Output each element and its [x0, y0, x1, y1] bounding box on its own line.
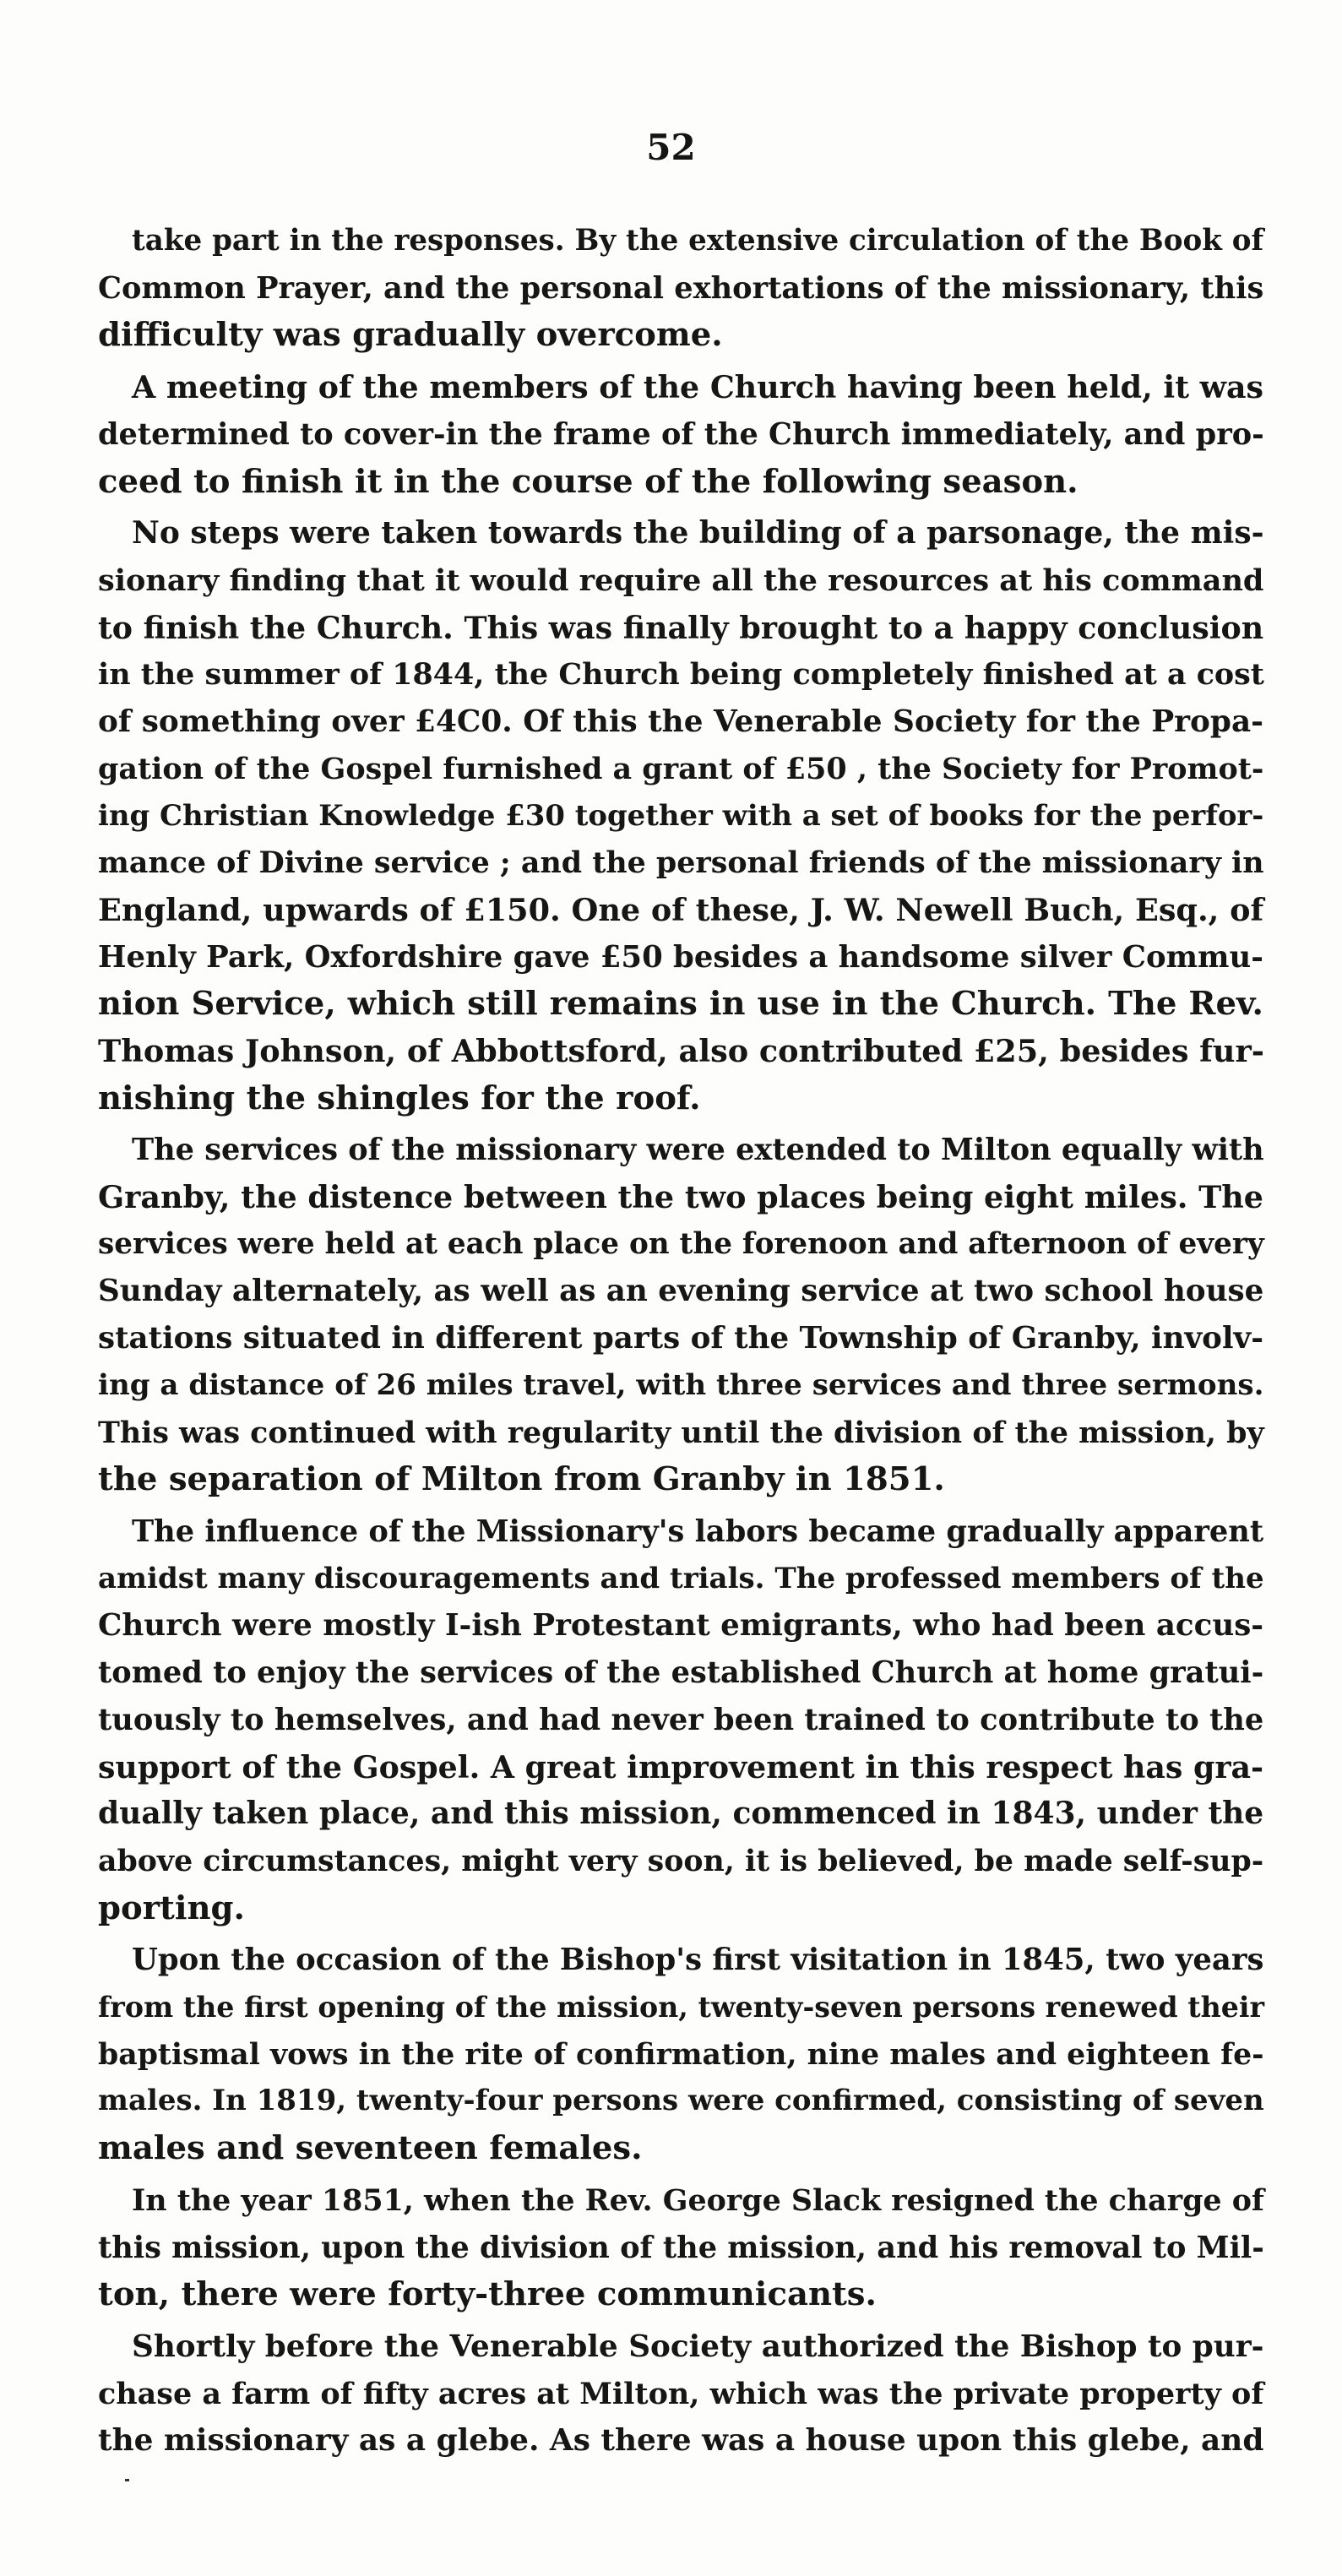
paragraph — [98, 510, 1263, 1122]
text-line: from the first opening of the mission, twenty-seven persons renewed their — [98, 1991, 1265, 2024]
text-line: nishing the shingles for the roof. — [98, 1079, 701, 1117]
text-line: tomed to enjoy the services of the established Church at home gratui- — [98, 1655, 1264, 1691]
text-line: ing Christian Knowledge £30 together with a set of books for the perfor- — [98, 798, 1264, 833]
text-line: nion Service, which still remains in use in the Church. The Rev. — [98, 985, 1263, 1024]
text-line: amidst many discouragements and trials. The professed members of the — [98, 1561, 1264, 1595]
text-line: this mission, upon the division of the mission, and his removal to Mil- — [98, 2230, 1264, 2265]
text-line: difficulty was gradually overcome. — [98, 316, 723, 355]
text-line: England, upwards of £150. One of these, J. W. Newell Buch, Esq., of — [98, 891, 1264, 928]
text-line: services were held at each place on the forenoon and afternoon of every — [98, 1226, 1264, 1261]
text-line: The services of the missionary were extended to Milton equally with — [132, 1133, 1264, 1168]
text-line: ceed to finish it in the course of the following season. — [98, 462, 1078, 501]
text-line: A meeting of the members of the Church having been held, it was — [132, 369, 1263, 406]
text-line: baptismal vows in the rite of confirmation, nine males and eighteen fe- — [98, 2036, 1264, 2072]
text-line: Common Prayer, and the personal exhortations of the missionary, this — [98, 270, 1264, 306]
text-line: above circumstances, might very soon, it is believed, be made self-sup- — [98, 1843, 1264, 1878]
text-line: the missionary as a glebe. As there was a house upon this glebe, and — [98, 2422, 1264, 2459]
paragraph — [98, 2177, 1263, 2318]
text-line: tuously to hemselves, and had never been trained to contribute to the — [98, 1702, 1264, 1737]
ink-speck — [125, 2479, 129, 2481]
paragraph — [98, 2323, 1263, 2465]
paragraph — [98, 1937, 1263, 2172]
text-line: sionary finding that it would require all the resources at his command — [98, 562, 1264, 598]
text-line: support of the Gospel. A great improvement in this respect has gra- — [98, 1748, 1264, 1785]
text-line: males and seventeen females. — [98, 2129, 643, 2168]
text-line: This was continued with regularity until the division of the mission, by — [98, 1415, 1264, 1450]
text-line: porting. — [98, 1889, 245, 1927]
text-line: In the year 1851, when the Rev. George Slack resigned the charge of — [132, 2182, 1264, 2218]
text-line: dually taken place, and this mission, commenced in 1843, under the — [98, 1796, 1264, 1832]
page-number: 52 — [646, 127, 696, 168]
paragraph — [98, 218, 1263, 359]
text-line: stations situated in different parts of the Township of Granby, involv- — [98, 1321, 1263, 1356]
text-line: ton, there were forty-three communicants. — [98, 2275, 877, 2314]
text-line: to finish the Church. This was finally brought to a happy conclusion — [98, 609, 1264, 646]
text-line: take part in the responses. By the extensive circulation of the Book of — [132, 224, 1264, 258]
text-line: Thomas Johnson, of Abbottsford, also contributed £25, besides fur- — [98, 1032, 1264, 1069]
text-line: determined to cover-in the frame of the Church immediately, and pro- — [98, 416, 1264, 452]
text-line: Shortly before the Venerable Society authorized the Bishop to pur- — [132, 2328, 1264, 2364]
text-line: Henly Park, Oxfordshire gave £50 besides a handsome silver Commu- — [98, 939, 1263, 975]
paragraph — [98, 364, 1263, 505]
text-line: The influence of the Missionary's labors became gradually apparent — [132, 1514, 1264, 1549]
text-line: males. In 1819, twenty-four persons were confirmed, consisting of seven — [98, 2084, 1264, 2118]
text-line: mance of Divine service ; and the personal friends of the missionary in — [98, 845, 1264, 881]
text-line: ing a distance of 26 miles travel, with three services and three sermons. — [98, 1367, 1264, 1402]
text-line: of something over £4C0. Of this the Venerable Society for the Propa- — [98, 704, 1264, 740]
text-line: Church were mostly I-ish Protestant emigrants, who had been accus- — [98, 1608, 1264, 1644]
paragraph — [98, 1508, 1263, 1932]
text-line: the separation of Milton from Granby in 1851. — [98, 1460, 945, 1499]
text-line: Upon the occasion of the Bishop's first visitation in 1845, two years — [132, 1943, 1264, 1978]
text-line: chase a farm of fifty acres at Milton, which was the private property of — [98, 2376, 1264, 2411]
text-line: in the summer of 1844, the Church being completely finished at a cost — [98, 657, 1264, 693]
text-line: No steps were taken towards the building of a parsonage, the mis- — [132, 515, 1264, 552]
text-line: Granby, the distence between the two places being eight miles. The — [98, 1179, 1263, 1216]
paragraph — [98, 1127, 1263, 1503]
body-text — [98, 218, 1263, 2470]
text-line: Sunday alternately, as well as an evening service at two school house — [98, 1273, 1264, 1309]
text-line: gation of the Gospel furnished a grant of £50 , the Society for Promot- — [98, 751, 1264, 786]
